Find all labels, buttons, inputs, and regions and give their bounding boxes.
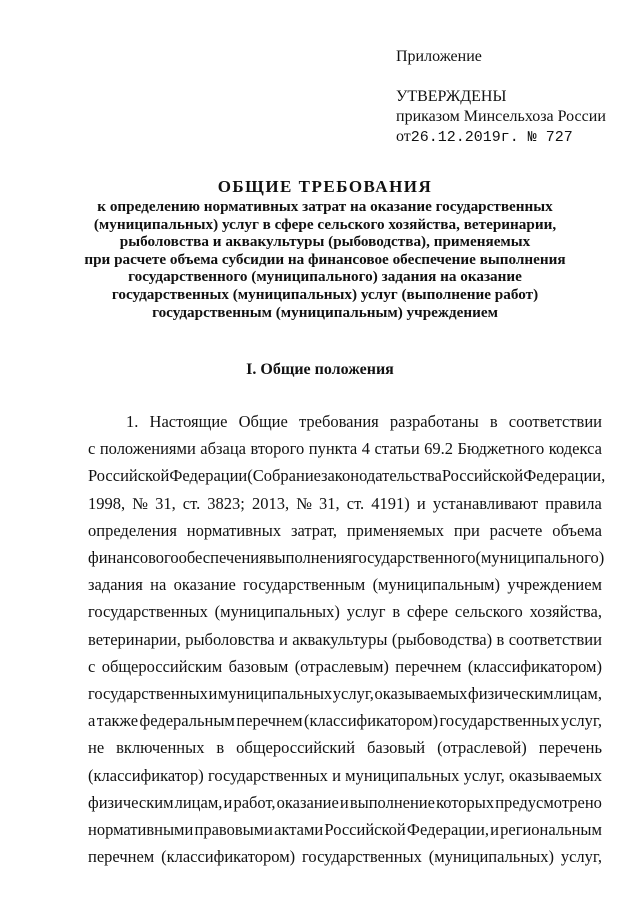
- word: 4: [361, 439, 370, 459]
- word: (муниципальных): [428, 847, 554, 867]
- word: федеральным: [139, 711, 235, 731]
- word: государственных: [88, 602, 208, 622]
- text-line: [88, 408, 602, 435]
- word: 3823;: [207, 493, 245, 513]
- word: оказываемых: [509, 765, 602, 785]
- word: задания: [88, 575, 143, 595]
- title-line: государственным (муниципальным) учреждением: [152, 303, 498, 321]
- word: услуг,: [560, 711, 602, 731]
- word: кодекса: [548, 439, 602, 459]
- word: (муниципальных): [214, 602, 340, 622]
- word: нормативными: [88, 820, 194, 840]
- word: 69.2: [424, 439, 454, 459]
- text-line: [88, 598, 602, 625]
- appendix-label: Приложение: [396, 48, 482, 65]
- word: и: [490, 820, 499, 840]
- word: сельского: [454, 602, 523, 622]
- word: государственных: [302, 847, 422, 867]
- text-line: [88, 816, 602, 843]
- word: сфере: [406, 602, 449, 622]
- text-line: [88, 490, 602, 517]
- word: нормативных: [186, 520, 282, 540]
- word: (классификатором): [303, 711, 439, 731]
- word: не: [88, 738, 105, 758]
- word: в: [489, 412, 498, 431]
- word: законодательства: [320, 466, 442, 486]
- word: Настоящие: [149, 412, 228, 431]
- word: 4191): [371, 493, 410, 513]
- word: государственных: [439, 711, 560, 731]
- word: (рыбоводства): [391, 629, 493, 649]
- word: ст.: [346, 493, 365, 513]
- word: с: [88, 439, 96, 459]
- word: Российской: [441, 466, 524, 486]
- text-line: [88, 680, 602, 707]
- title-line: к определению нормативных затрат на оказание государственных: [97, 198, 553, 215]
- order-date-number: 26.12.2019г. № 727: [410, 129, 573, 146]
- text-line: [88, 762, 602, 789]
- word: с: [88, 656, 96, 676]
- word: статьи: [374, 439, 420, 459]
- word: (отраслевой): [437, 738, 527, 758]
- word: абзаца: [200, 439, 247, 459]
- word: на: [150, 575, 167, 595]
- word: 31,: [319, 493, 340, 513]
- word: физическим: [88, 792, 174, 812]
- word: и: [339, 792, 349, 812]
- word: базовый: [367, 738, 426, 758]
- word: которых: [436, 792, 495, 812]
- word: муниципальных: [217, 684, 333, 704]
- word: и: [223, 792, 233, 812]
- word: физическим: [468, 684, 554, 704]
- date-prefix: от: [396, 128, 411, 145]
- word: государственных: [207, 765, 328, 785]
- word: услуг,: [332, 684, 374, 704]
- word: второго: [250, 439, 305, 459]
- word: (отраслевым): [294, 656, 389, 676]
- word: региональным: [500, 820, 602, 840]
- word: перечнем: [395, 656, 462, 676]
- text-line: [88, 843, 602, 870]
- word: перечнем: [88, 847, 155, 867]
- word: (Собрание: [247, 466, 321, 486]
- word: Общие: [238, 412, 288, 431]
- word: лицам,: [554, 684, 602, 704]
- text-line: [88, 544, 605, 571]
- word: также: [96, 711, 139, 731]
- word: положениями: [99, 439, 196, 459]
- word: предусмотрено: [495, 792, 602, 812]
- word: соответствии: [508, 629, 602, 649]
- word: актами: [274, 820, 324, 840]
- word: ст.: [182, 493, 201, 513]
- word: в: [496, 629, 505, 649]
- body-paragraph: [88, 408, 606, 870]
- text-line: [88, 517, 602, 544]
- approval-block: [396, 47, 606, 148]
- word: 1.: [126, 412, 139, 431]
- word: муниципальных: [345, 765, 460, 785]
- title-line: государственного (муниципального) задания на оказание: [128, 268, 522, 286]
- spacer: [396, 67, 606, 87]
- word: в: [392, 602, 401, 622]
- word: обеспечения: [178, 548, 267, 568]
- word: финансового: [88, 548, 179, 568]
- word: (классификатором): [161, 847, 296, 867]
- word: оказываемых: [374, 684, 468, 704]
- word: перечень: [538, 738, 602, 758]
- word: общероссийским: [101, 656, 223, 676]
- section-heading: I. Общие положения: [246, 361, 394, 378]
- word: затрат,: [290, 520, 338, 540]
- document-title-block: [60, 176, 590, 321]
- word: правила: [545, 493, 602, 513]
- word: правовыми: [194, 820, 273, 840]
- word: (классификатором): [467, 656, 602, 676]
- word: оказание: [173, 575, 236, 595]
- word: включенных: [116, 738, 205, 758]
- word: государственного: [352, 548, 476, 568]
- word: в: [216, 738, 225, 758]
- title-line: (муниципальных) услуг в сфере сельского хозяйства, ветеринарии,: [93, 215, 557, 233]
- word: при: [453, 520, 480, 540]
- word: а: [88, 711, 96, 731]
- word: №: [296, 493, 312, 513]
- word: ветеринарии,: [88, 629, 181, 649]
- word: (муниципального): [475, 548, 605, 568]
- word: хозяйства,: [529, 602, 602, 622]
- word: работ,: [233, 792, 276, 812]
- word: услуг: [346, 602, 386, 622]
- word: определения: [88, 520, 177, 540]
- word: применяемых: [346, 520, 445, 540]
- word: государственных: [88, 684, 208, 704]
- text-line: [88, 789, 602, 816]
- word: выполнения: [266, 548, 353, 568]
- word: аквакультуры: [292, 629, 388, 649]
- order-date-line: [396, 127, 606, 148]
- word: Бюджетного: [457, 439, 545, 459]
- word: общероссийский: [236, 738, 356, 758]
- word: и: [208, 684, 218, 704]
- word: (муниципальным): [372, 575, 500, 595]
- word: оказание: [276, 792, 339, 812]
- word: услуг,: [463, 765, 505, 785]
- word: и: [416, 493, 426, 513]
- word: и: [278, 629, 288, 649]
- word: устанавливают: [432, 493, 539, 513]
- word: (классификатор): [88, 765, 204, 785]
- word: и: [332, 765, 341, 785]
- text-line: [88, 571, 602, 598]
- text-line: [88, 734, 602, 761]
- word: расчете: [489, 520, 543, 540]
- document-title: ОБЩИЕ ТРЕБОВАНИЯ: [217, 177, 433, 196]
- word: требования: [298, 412, 379, 431]
- word: разработаны: [389, 412, 479, 431]
- word: перечнем: [236, 711, 303, 731]
- word: Федерации,: [523, 466, 606, 486]
- word: 31,: [155, 493, 176, 513]
- word: рыболовства: [185, 629, 275, 649]
- text-line: [88, 653, 602, 680]
- approved-label: УТВЕРЖДЕНЫ: [396, 88, 507, 105]
- word: Федерации,: [406, 820, 489, 840]
- word: объема: [552, 520, 602, 540]
- word: №: [132, 493, 148, 513]
- text-line: [88, 435, 602, 462]
- text-line: [88, 626, 602, 653]
- title-line: при расчете объема субсидии на финансовое обеспечение выполнения: [84, 250, 566, 268]
- word: услуг,: [560, 847, 602, 867]
- word: пункта: [308, 439, 358, 459]
- word: базовым: [228, 656, 289, 676]
- word: соответствии: [508, 412, 602, 431]
- word: государственным: [243, 575, 366, 595]
- word: учреждением: [507, 575, 602, 595]
- text-line: [88, 707, 602, 734]
- title-line: государственных (муниципальных) услуг (выполнение работ): [111, 285, 539, 303]
- word: Российской: [88, 466, 170, 486]
- word: выполнение: [349, 792, 435, 812]
- text-line: [88, 462, 606, 489]
- word: Федерации: [169, 466, 248, 486]
- title-line: рыболовства и аквакультуры (рыбоводства), применяемых: [119, 233, 531, 251]
- word: Российской: [324, 820, 406, 840]
- word: 1998,: [88, 493, 126, 513]
- order-line: приказом Минсельхоза России: [396, 108, 606, 125]
- word: 2013,: [251, 493, 290, 513]
- document-subtitle: [60, 198, 590, 321]
- word: лицам,: [174, 792, 223, 812]
